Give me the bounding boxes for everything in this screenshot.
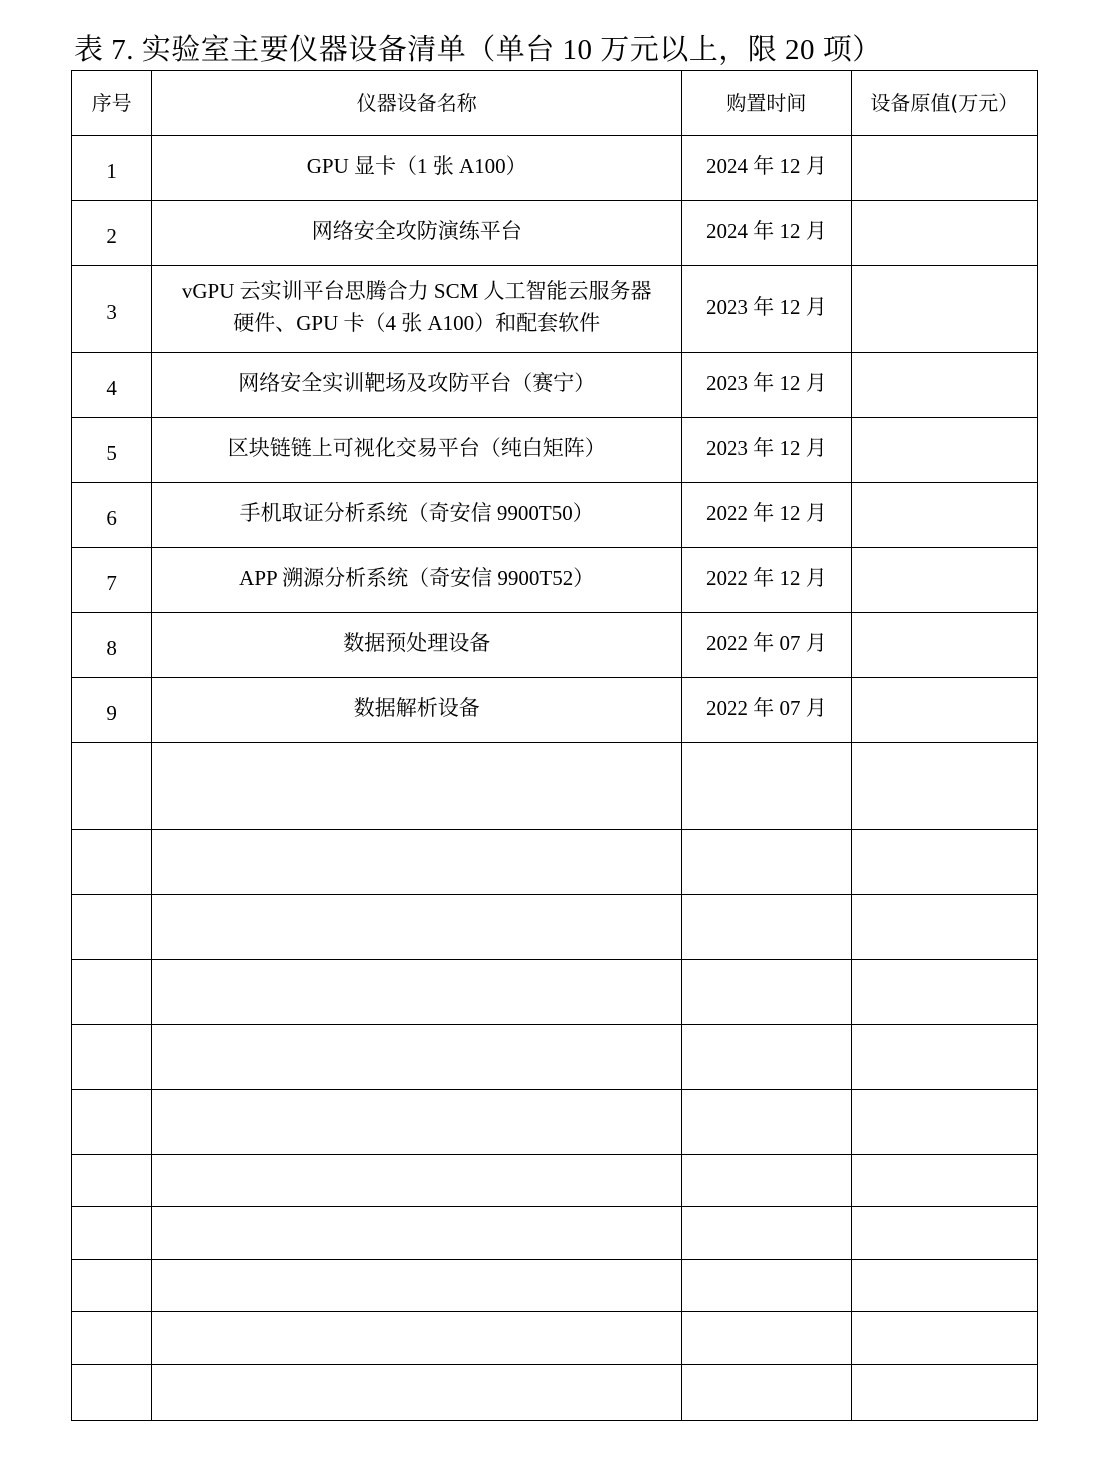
table-row [72, 613, 1038, 678]
equipment-name: 手机取证分析系统（奇安信 9900T50） [152, 483, 682, 548]
empty-cell [152, 1260, 682, 1312]
purchase-date: 2022 年 12 月 [682, 483, 851, 548]
empty-cell [72, 1207, 152, 1260]
empty-cell [682, 1260, 851, 1312]
empty-cell [72, 1312, 152, 1365]
empty-table-row [72, 1155, 1038, 1207]
equipment-table [71, 70, 1038, 1421]
empty-cell [152, 960, 682, 1025]
empty-cell [851, 1312, 1037, 1365]
serial-number: 6 [72, 483, 152, 548]
empty-cell [72, 895, 152, 960]
equipment-name: 数据解析设备 [152, 678, 682, 743]
empty-cell [72, 1025, 152, 1090]
table-header-row [72, 71, 1038, 136]
table-row [72, 266, 1038, 353]
empty-cell [72, 1365, 152, 1421]
empty-table-row [72, 743, 1038, 830]
header-equipment-name: 仪器设备名称 [152, 71, 682, 136]
table-row [72, 136, 1038, 201]
empty-cell [152, 895, 682, 960]
purchase-date: 2022 年 07 月 [682, 613, 851, 678]
empty-table-row [72, 960, 1038, 1025]
equipment-name: 数据预处理设备 [152, 613, 682, 678]
empty-table-row [72, 895, 1038, 960]
original-value [851, 418, 1037, 483]
table-row [72, 548, 1038, 613]
purchase-date: 2024 年 12 月 [682, 201, 851, 266]
empty-cell [72, 830, 152, 895]
empty-cell [152, 743, 682, 830]
empty-cell [682, 895, 851, 960]
serial-number: 1 [72, 136, 152, 201]
serial-number: 4 [72, 353, 152, 418]
equipment-name-line-2: 硬件、GPU 卡（4 张 A100）和配套软件 [233, 311, 601, 335]
original-value [851, 136, 1037, 201]
table-row [72, 418, 1038, 483]
empty-table-row [72, 1207, 1038, 1260]
serial-number: 3 [72, 266, 152, 353]
serial-number: 9 [72, 678, 152, 743]
empty-cell [682, 1090, 851, 1155]
purchase-date: 2024 年 12 月 [682, 136, 851, 201]
purchase-date: 2022 年 12 月 [682, 548, 851, 613]
empty-cell [72, 743, 152, 830]
table-row [72, 678, 1038, 743]
serial-number: 8 [72, 613, 152, 678]
serial-number: 5 [72, 418, 152, 483]
empty-cell [851, 1260, 1037, 1312]
original-value [851, 483, 1037, 548]
empty-cell [682, 1312, 851, 1365]
original-value [851, 201, 1037, 266]
empty-cell [682, 1207, 851, 1260]
original-value [851, 353, 1037, 418]
empty-cell [152, 1155, 682, 1207]
empty-cell [682, 743, 851, 830]
equipment-name-line-1: vGPU 云实训平台思腾合力 SCM 人工智能云服务器 [181, 279, 652, 303]
empty-table-row [72, 1260, 1038, 1312]
empty-cell [851, 1207, 1037, 1260]
empty-cell [152, 830, 682, 895]
table-title: 表 7. 实验室主要仪器设备清单（单台 10 万元以上，限 20 项） [74, 34, 882, 66]
original-value [851, 613, 1037, 678]
empty-cell [682, 1365, 851, 1421]
header-serial-number: 序号 [72, 71, 152, 136]
empty-cell [72, 1090, 152, 1155]
empty-cell [851, 830, 1037, 895]
empty-cell [851, 743, 1037, 830]
serial-number: 7 [72, 548, 152, 613]
empty-cell [851, 960, 1037, 1025]
original-value [851, 678, 1037, 743]
table-row [72, 483, 1038, 548]
equipment-name: APP 溯源分析系统（奇安信 9900T52） [152, 548, 682, 613]
table-row [72, 201, 1038, 266]
empty-cell [851, 895, 1037, 960]
equipment-name: 网络安全攻防演练平台 [152, 201, 682, 266]
purchase-date: 2022 年 07 月 [682, 678, 851, 743]
empty-cell [851, 1365, 1037, 1421]
empty-cell [152, 1207, 682, 1260]
purchase-date: 2023 年 12 月 [682, 353, 851, 418]
empty-cell [72, 1260, 152, 1312]
empty-cell [851, 1090, 1037, 1155]
empty-cell [851, 1155, 1037, 1207]
empty-cell [152, 1312, 682, 1365]
equipment-name [152, 266, 682, 353]
empty-table-row [72, 1312, 1038, 1365]
empty-cell [152, 1090, 682, 1155]
original-value [851, 266, 1037, 353]
empty-table-row [72, 830, 1038, 895]
empty-cell [851, 1025, 1037, 1090]
serial-number: 2 [72, 201, 152, 266]
empty-table-row [72, 1365, 1038, 1421]
table-row [72, 353, 1038, 418]
equipment-name: GPU 显卡（1 张 A100） [152, 136, 682, 201]
equipment-name: 区块链链上可视化交易平台（纯白矩阵） [152, 418, 682, 483]
empty-cell [152, 1365, 682, 1421]
empty-cell [682, 1155, 851, 1207]
empty-cell [682, 960, 851, 1025]
equipment-name: 网络安全实训靶场及攻防平台（赛宁） [152, 353, 682, 418]
empty-cell [72, 960, 152, 1025]
original-value [851, 548, 1037, 613]
empty-cell [72, 1155, 152, 1207]
empty-cell [682, 1025, 851, 1090]
header-original-value: 设备原值(万元） [851, 71, 1037, 136]
empty-table-row [72, 1090, 1038, 1155]
purchase-date: 2023 年 12 月 [682, 266, 851, 353]
header-purchase-date: 购置时间 [682, 71, 851, 136]
empty-cell [682, 830, 851, 895]
empty-cell [152, 1025, 682, 1090]
empty-table-row [72, 1025, 1038, 1090]
purchase-date: 2023 年 12 月 [682, 418, 851, 483]
